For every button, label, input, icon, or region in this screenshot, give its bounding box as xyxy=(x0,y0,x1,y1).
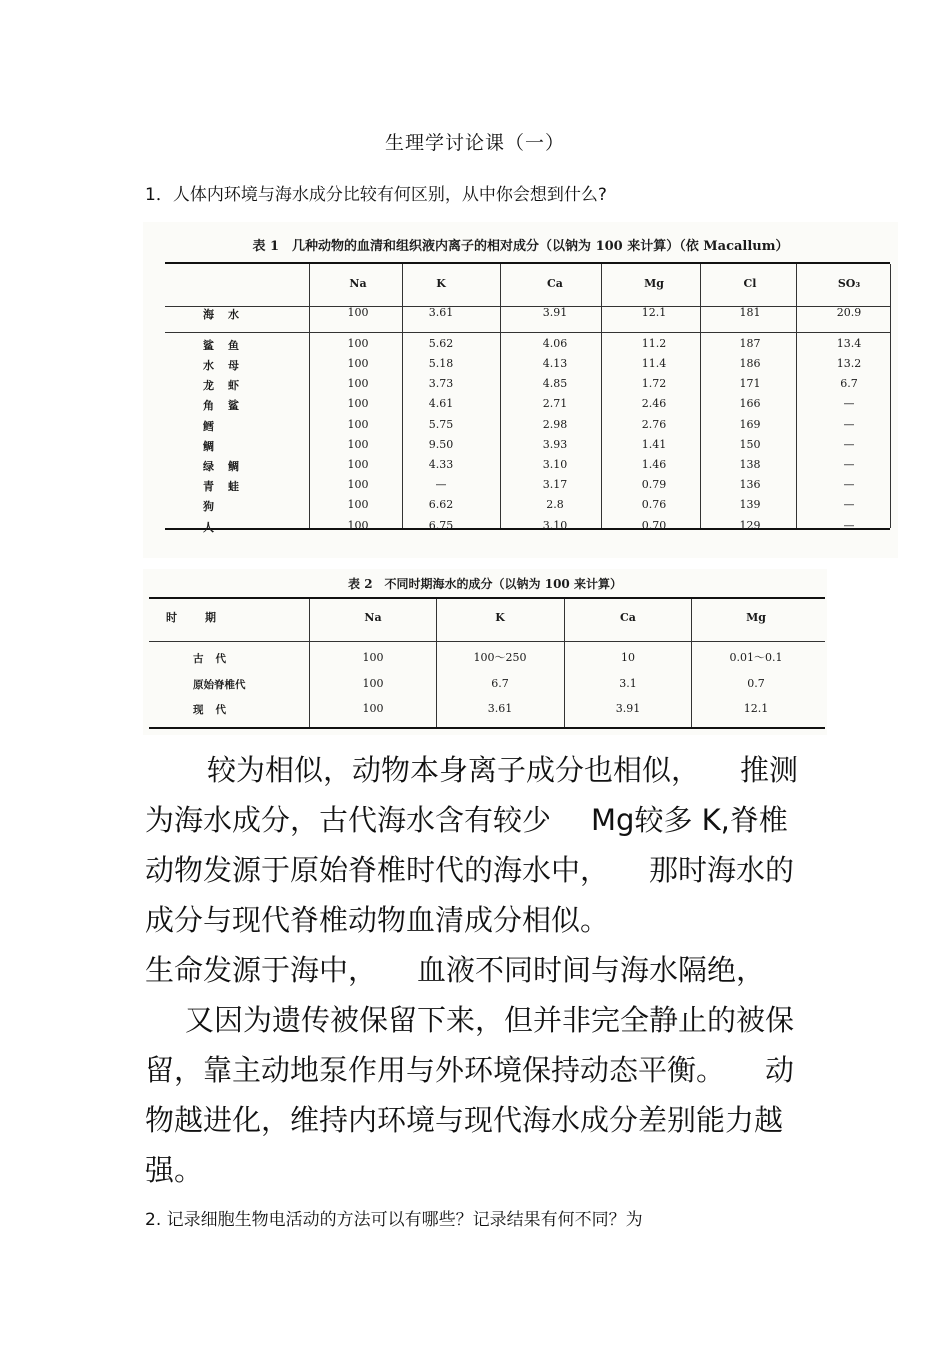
table-1-cell: 100 xyxy=(347,478,369,491)
table-1-cell: 138 xyxy=(739,458,761,471)
table-1-row-label: 绿鲷 xyxy=(203,460,253,473)
table-1-cell: 3.91 xyxy=(542,306,568,319)
table-2-header-cell: K xyxy=(495,611,505,624)
table-1-cell: — xyxy=(843,519,855,532)
table-1-cell: 6.7 xyxy=(840,377,858,390)
table-1-cell: 100 xyxy=(347,306,369,319)
table-2-top-rule xyxy=(149,597,825,599)
table-2-caption: 表 2 不同时期海水的成分（以钠为 100 来计算） xyxy=(348,577,622,591)
table-1-cell: 11.4 xyxy=(641,357,667,370)
table-1-cell: 3.61 xyxy=(428,306,454,319)
table-1-cell: 3.10 xyxy=(542,519,568,532)
table-2-cell: 0.01～0.1 xyxy=(729,651,783,664)
table-1-cell: 5.18 xyxy=(428,357,454,370)
table-1-row-label: 角鲨 xyxy=(203,399,253,412)
table-1-cell: 9.50 xyxy=(428,438,454,451)
table-1-header-cell: Cl xyxy=(743,277,757,290)
table-1-header-cell: K xyxy=(436,277,446,290)
table-2-cell: 100 xyxy=(362,677,384,690)
table-1-cell: 0.76 xyxy=(641,498,667,511)
table-2-header-cell: Mg xyxy=(746,611,766,624)
table-2-row-label: 原始脊椎代 xyxy=(193,679,246,691)
table-1-cell: — xyxy=(843,397,855,410)
page-title: 生理学讨论课（一） xyxy=(384,132,565,154)
table-1-cell: 100 xyxy=(347,357,369,370)
table-2-cell: 12.1 xyxy=(743,702,769,715)
table-1-cell: 100 xyxy=(347,498,369,511)
table-1-cell: 4.85 xyxy=(542,377,568,390)
table-1-column-divider xyxy=(700,264,701,528)
answer-text: Mg较多 K,脊椎动物发源于原始脊椎时代的海水中， xyxy=(145,803,788,887)
table-2-header-rule xyxy=(149,641,825,642)
table-1-cell: — xyxy=(843,498,855,511)
table-1-cell: 4.13 xyxy=(542,357,568,370)
table-2-cell: 6.7 xyxy=(491,677,509,690)
table-1-cell: 166 xyxy=(739,397,761,410)
table-1-row-label: 水母 xyxy=(203,359,253,372)
table-2-bottom-rule xyxy=(149,727,825,729)
table-1-cell: 6.75 xyxy=(428,519,454,532)
table-2-cell: 0.7 xyxy=(747,677,765,690)
table-1-header-cell: Mg xyxy=(644,277,664,290)
table-1-cell: 3.73 xyxy=(428,377,454,390)
table-2-column-divider xyxy=(564,599,565,727)
answer-text: 生命发源于海中， xyxy=(145,953,378,987)
table-1-cell: 11.2 xyxy=(641,337,667,350)
table-2-column-divider xyxy=(436,599,437,727)
table-2-row-label: 古代 xyxy=(193,653,238,665)
question-2: 2. 记录细胞生物电活动的方法可以有哪些？记录结果有何不同？为 xyxy=(145,1210,643,1230)
table-1-cell: 3.17 xyxy=(542,478,568,491)
table-2-column-divider xyxy=(691,599,692,727)
table-1-cell: 2.76 xyxy=(641,418,667,431)
table-1-cell: — xyxy=(843,478,855,491)
table-1-cell: 5.75 xyxy=(428,418,454,431)
table-1-cell: 13.2 xyxy=(836,357,862,370)
table-2-cell: 10 xyxy=(621,651,635,664)
table-1-cell: 187 xyxy=(739,337,761,350)
table-1-cell: 1.41 xyxy=(641,438,667,451)
table-1-row-label: 海水 xyxy=(203,308,253,321)
table-1-cell: 100 xyxy=(347,519,369,532)
table-1-cell: 139 xyxy=(739,498,761,511)
table-1-cell: 100 xyxy=(347,418,369,431)
table-1-cell: 2.8 xyxy=(546,498,564,511)
table-2-column-divider xyxy=(309,599,310,727)
table-1-cell: 100 xyxy=(347,438,369,451)
table-1-cell: 2.46 xyxy=(641,397,667,410)
answer-paragraph-2 xyxy=(145,945,805,1195)
table-1-cell: 186 xyxy=(739,357,761,370)
table-1-seawater-rule xyxy=(165,332,890,333)
table-1-cell: 4.33 xyxy=(428,458,454,471)
table-1-cell: 3.10 xyxy=(542,458,568,471)
table-1-header-cell: SO₃ xyxy=(837,277,861,290)
table-1-cell: 150 xyxy=(739,438,761,451)
table-1-cell: 171 xyxy=(739,377,761,390)
table-1-row-label: 青蛙 xyxy=(203,480,253,493)
table-1-row-label: 人 xyxy=(203,521,228,534)
table-1-top-rule xyxy=(165,262,890,264)
table-1-cell: 13.4 xyxy=(836,337,862,350)
table-1-row-label: 狗 xyxy=(203,500,228,513)
table-1-column-divider xyxy=(601,264,602,528)
table-2-row-label: 现代 xyxy=(193,704,238,716)
table-1-cell: — xyxy=(843,458,855,471)
table-1-cell: 100 xyxy=(347,377,369,390)
table-1-cell: 0.70 xyxy=(641,519,667,532)
table-1-cell: 100 xyxy=(347,397,369,410)
table-1-image xyxy=(143,222,898,558)
answer-text: 推测为海水成分，古代海水含有较少 xyxy=(145,753,799,837)
table-1-row-label: 鲨鱼 xyxy=(203,339,253,352)
table-1-cell: 6.62 xyxy=(428,498,454,511)
answer-text: 那时海水的成分与现代脊椎动物血清成分相似。 xyxy=(145,853,795,937)
table-2-cell: 3.1 xyxy=(619,677,637,690)
table-1-cell: 100 xyxy=(347,337,369,350)
table-2-header-cell: Ca xyxy=(620,611,636,624)
table-1-cell: 1.46 xyxy=(641,458,667,471)
answer-text: 血液不同时间与海水隔绝， xyxy=(417,953,766,987)
table-2-cell: 3.91 xyxy=(615,702,641,715)
table-2-header-cell: 时期 xyxy=(166,611,244,624)
table-1-column-divider xyxy=(500,264,501,528)
answer-text: 动物越进化，维持内环境与现代海水成分差别能力越强。 xyxy=(145,1053,795,1187)
table-1-cell: — xyxy=(435,478,447,491)
table-1-cell: 0.79 xyxy=(641,478,667,491)
table-1-header-cell: Ca xyxy=(547,277,563,290)
table-2-cell: 100～250 xyxy=(473,651,527,664)
answer-paragraph-1 xyxy=(145,745,805,945)
table-1-header-cell: Na xyxy=(349,277,367,290)
table-1-cell: — xyxy=(843,438,855,451)
table-2-cell: 3.61 xyxy=(487,702,513,715)
table-1-cell: 181 xyxy=(739,306,761,319)
table-1-cell: 12.1 xyxy=(641,306,667,319)
table-1-row-label: 鳕 xyxy=(203,420,228,433)
table-1-cell: 100 xyxy=(347,458,369,471)
table-1-cell: 3.93 xyxy=(542,438,568,451)
table-1-row-label: 鲷 xyxy=(203,440,228,453)
table-1-cell: 20.9 xyxy=(836,306,862,319)
table-1-cell: 136 xyxy=(739,478,761,491)
table-1-cell: 2.98 xyxy=(542,418,568,431)
table-1-cell: 1.72 xyxy=(641,377,667,390)
table-1-cell: 129 xyxy=(739,519,761,532)
table-1-row-label: 龙虾 xyxy=(203,379,253,392)
table-1-cell: 169 xyxy=(739,418,761,431)
table-2-cell: 100 xyxy=(362,702,384,715)
answer-text: 又因为遗传被保留下来，但并非完全静止的被保留，靠主动地泵作用与外环境保持动态平衡。 xyxy=(145,1003,795,1087)
answer-text: 较为相似，动物本身离子成分也相似， xyxy=(207,753,701,787)
table-1-column-divider xyxy=(796,264,797,528)
table-1-cell: 4.06 xyxy=(542,337,568,350)
table-2-header-cell: Na xyxy=(364,611,382,624)
table-2-image xyxy=(143,569,827,735)
table-1-caption: 表 1 几种动物的血清和组织液内离子的相对成分（以钠为 100 来计算）（依 Macallum） xyxy=(252,239,789,254)
table-1-column-divider xyxy=(309,264,310,528)
table-1-cell: 5.62 xyxy=(428,337,454,350)
table-2-cell: 100 xyxy=(362,651,384,664)
table-1-cell: 4.61 xyxy=(428,397,454,410)
question-1: 1．人体内环境与海水成分比较有何区别，从中你会想到什么? xyxy=(145,185,607,205)
table-1-cell: — xyxy=(843,418,855,431)
table-1-cell: 2.71 xyxy=(542,397,568,410)
